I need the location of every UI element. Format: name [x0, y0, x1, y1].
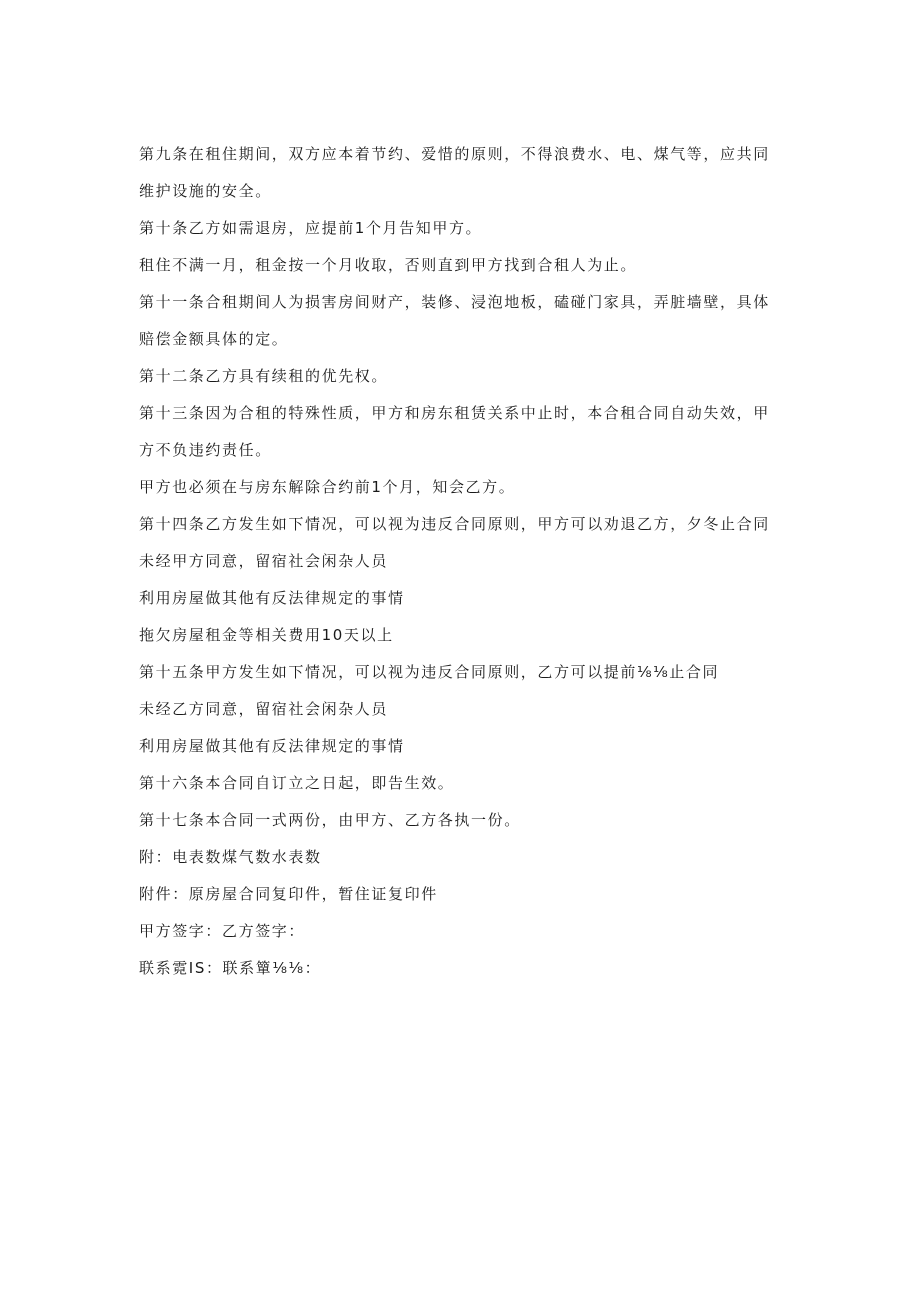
- clause-14-item-2: 利用房屋做其他有反法律规定的事情: [139, 589, 405, 607]
- clause-10-note: 租住不满一月，租金按一个月收取，否则直到甲方找到合租人为止。: [139, 256, 638, 274]
- clause-15-item-1: 未经乙方同意，留宿社会闲杂人员: [139, 700, 389, 718]
- clause-15-item-2: 利用房屋做其他有反法律规定的事情: [139, 737, 405, 755]
- clause-16: 第十六条本合同自订立之日起，即告生效。: [139, 774, 455, 792]
- clause-15: 第十五条甲方发生如下情况，可以视为违反合同原则，乙方可以提前⅛⅛止合同: [139, 663, 720, 681]
- clause-13-note: 甲方也必须在与房东解除合约前1个月，知会乙方。: [139, 478, 516, 496]
- clause-11: 第十一条合租期间人为损害房间财产，装修、浸泡地板，磕碰门家具，弄脏墙壁，具体赔偿金额具体的定。: [139, 293, 770, 348]
- contact-line: 联系霓IS：联系簞⅛⅛：: [139, 959, 322, 977]
- clause-14-item-1: 未经甲方同意，留宿社会闲杂人员: [139, 552, 389, 570]
- clause-13: 第十三条因为合租的特殊性质，甲方和房东租赁关系中止时，本合租合同自动失效，甲方不负违约责任。: [139, 404, 770, 459]
- attachments: 附件：原房屋合同复印件，暂住证复印件: [139, 885, 438, 903]
- clause-12: 第十二条乙方具有续租的优先权。: [139, 367, 389, 385]
- clause-14: 第十四条乙方发生如下情况，可以视为违反合同原则，甲方可以劝退乙方，夕冬止合同: [139, 515, 770, 533]
- contract-body: [139, 136, 779, 987]
- clause-17: 第十七条本合同一式两份，由甲方、乙方各执一份。: [139, 811, 521, 829]
- clause-10: 第十条乙方如需退房，应提前1个月告知甲方。: [139, 219, 483, 237]
- signature-line: 甲方签字：乙方签字：: [139, 922, 306, 940]
- appendix-meters: 附：电表数煤气数水表数: [139, 848, 322, 866]
- clause-14-item-3: 拖欠房屋租金等相关费用10天以上: [139, 626, 394, 644]
- clause-9: 第九条在租住期间，双方应本着节约、爱惜的原则，不得浪费水、电、煤气等，应共同维护设施的安全。: [139, 145, 770, 200]
